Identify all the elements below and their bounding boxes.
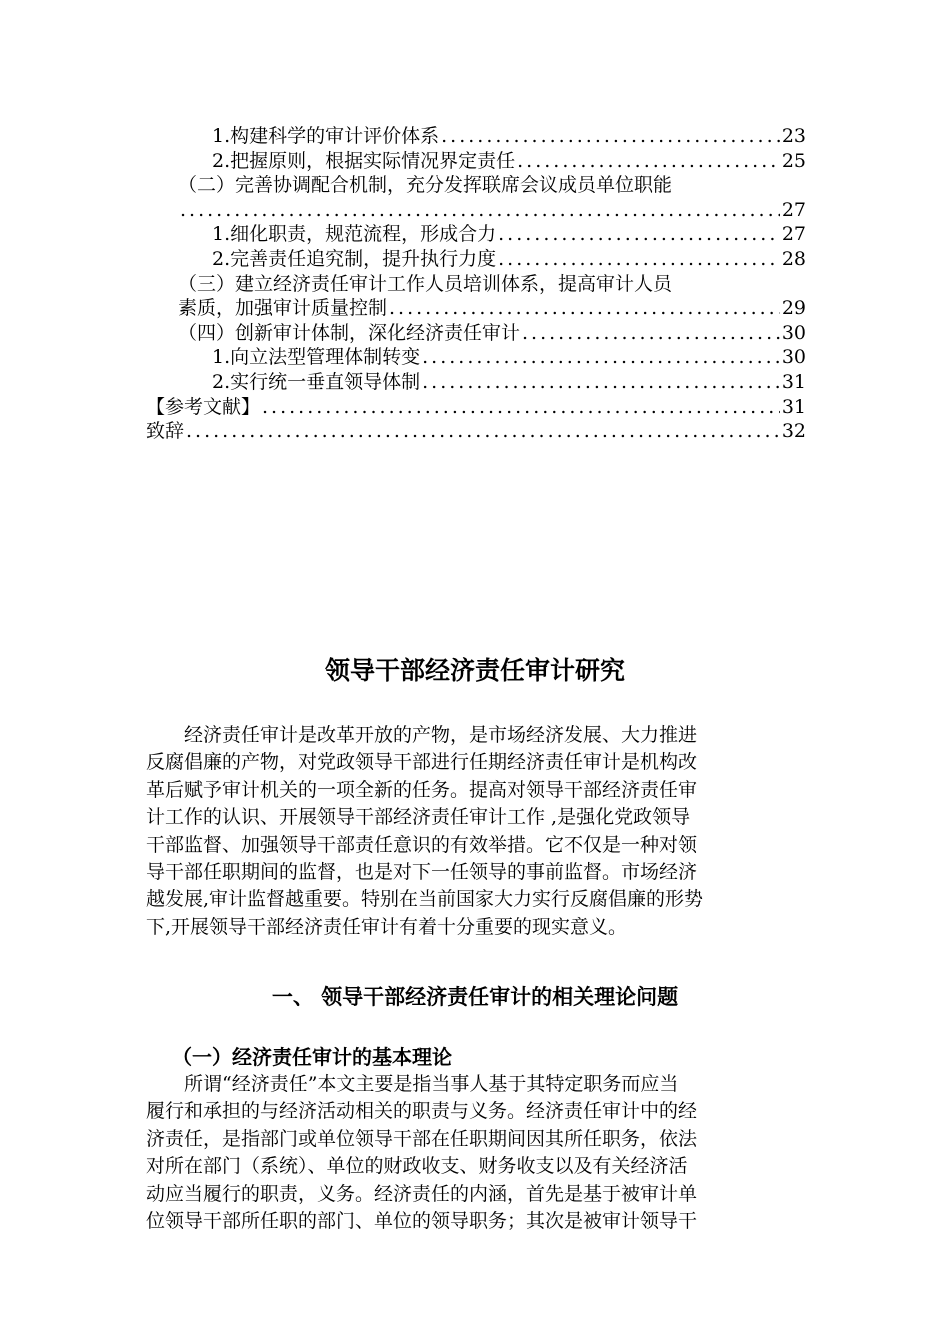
toc-page-number: 27 (781, 223, 806, 246)
toc-leader-dots (186, 419, 780, 444)
toc-page-number: 32 (781, 420, 806, 443)
toc-page-number: 29 (781, 297, 806, 320)
toc-entry[interactable] (146, 149, 806, 174)
paragraph-line: 导干部任职期间的监督，也是对下一任领导的事前监督。市场经济 (146, 861, 698, 884)
paragraph-line: 位领导干部所任职的部门、单位的领导职务；其次是被审计领导干 (146, 1210, 698, 1233)
paragraph-line: 经济责任审计是改革开放的产物，是市场经济发展、大力推进 (184, 724, 698, 746)
toc-entry-text: 1.向立法型管理体制转变 (212, 346, 421, 369)
toc-entry-line2[interactable] (146, 198, 806, 223)
toc-leader-dots (389, 296, 780, 321)
paragraph-line: 干部监督、加强领导干部责任意识的有效举措。它不仅是一种对领 (146, 833, 698, 856)
body-paragraph (146, 1071, 806, 1235)
paragraph-line: 下,开展领导干部经济责任审计有着十分重要的现实意义。 (146, 915, 628, 938)
table-of-contents (146, 124, 806, 444)
toc-entry-text: 2.实行统一垂直领导体制 (212, 370, 421, 393)
toc-entry[interactable] (146, 419, 806, 444)
toc-leader-dots (441, 124, 780, 149)
toc-leader-dots (422, 370, 780, 395)
toc-page-number: 31 (781, 395, 806, 418)
toc-entry-text: （三）建立经济责任审计工作人员培训体系，提高审计人员 (178, 272, 673, 295)
toc-page-number: 25 (781, 149, 806, 172)
paragraph-line: 越发展,审计监督越重要。特别在当前国家大力实行反腐倡廉的形势 (146, 888, 704, 911)
paragraph-line: 动应当履行的职责，义务。经济责任的内涵，首先是基于被审计单 (146, 1182, 698, 1205)
toc-entry-line1[interactable] (146, 272, 806, 297)
toc-leader-dots (498, 222, 780, 247)
toc-entry-text: （四）创新审计体制，深化经济责任审计 (178, 321, 521, 344)
paragraph-line: 履行和承担的与经济活动相关的职责与义务。经济责任审计中的经 (146, 1100, 698, 1123)
toc-page-number: 28 (781, 247, 806, 270)
toc-entry[interactable] (146, 247, 806, 272)
document-title: 领导干部经济责任审计研究 (324, 656, 625, 685)
toc-page-number: 30 (781, 321, 806, 344)
toc-page-number: 30 (781, 346, 806, 369)
paragraph-line: 济责任，是指部门或单位领导干部在任职期间因其所任职务，依法 (146, 1127, 698, 1150)
toc-leader-dots (180, 198, 780, 223)
toc-entry-line2[interactable] (146, 296, 806, 321)
toc-leader-dots (262, 395, 780, 420)
toc-entry-text: 2.把握原则，根据实际情况界定责任 (212, 149, 516, 172)
toc-page-number: 23 (781, 125, 806, 147)
toc-leader-dots (498, 247, 780, 272)
toc-entry-text-continued: 素质，加强审计质量控制 (178, 297, 388, 320)
toc-entry[interactable] (146, 222, 806, 247)
toc-page-number: 31 (781, 370, 806, 393)
paragraph-line: 革后赋予审计机关的一项全新的任务。提高对领导干部经济责任审 (146, 778, 698, 801)
paragraph-line: 对所在部门（系统）、单位的财政收支、财务收支以及有关经济活 (146, 1155, 688, 1178)
intro-paragraph (146, 722, 806, 941)
toc-entry-text: 1.细化职责，规范流程，形成合力 (212, 223, 497, 246)
toc-entry-text: 1.构建科学的审计评价体系 (212, 125, 440, 147)
subsection-heading: （一）经济责任审计的基本理论 (172, 1045, 452, 1069)
toc-entry[interactable] (146, 124, 806, 149)
toc-entry[interactable] (146, 370, 806, 395)
toc-entry-text: 致辞 (146, 420, 185, 443)
toc-entry[interactable] (146, 395, 806, 420)
toc-entry-text: （二）完善协调配合机制，充分发挥联席会议成员单位职能 (178, 174, 673, 197)
toc-entry[interactable] (146, 321, 806, 346)
toc-leader-dots (517, 149, 780, 174)
toc-page-number: 27 (781, 198, 806, 221)
paragraph-line: 计工作的认识、开展领导干部经济责任审计工作 ,是强化党政领导 (146, 806, 691, 829)
toc-leader-dots (522, 321, 780, 346)
toc-entry[interactable] (146, 345, 806, 370)
toc-leader-dots (422, 345, 780, 370)
section-heading: 一、 领导干部经济责任审计的相关理论问题 (271, 985, 679, 1009)
toc-entry-text: 【参考文献】 (146, 395, 261, 418)
paragraph-line: 反腐倡廉的产物，对党政领导干部进行任期经济责任审计是机构改 (146, 751, 698, 774)
paragraph-line: 所谓“经济责任”本文主要是指当事人基于其特定职务而应当 (184, 1073, 679, 1095)
toc-entry-line1[interactable] (146, 173, 806, 198)
toc-entry-text: 2.完善责任追究制，提升执行力度 (212, 247, 497, 270)
